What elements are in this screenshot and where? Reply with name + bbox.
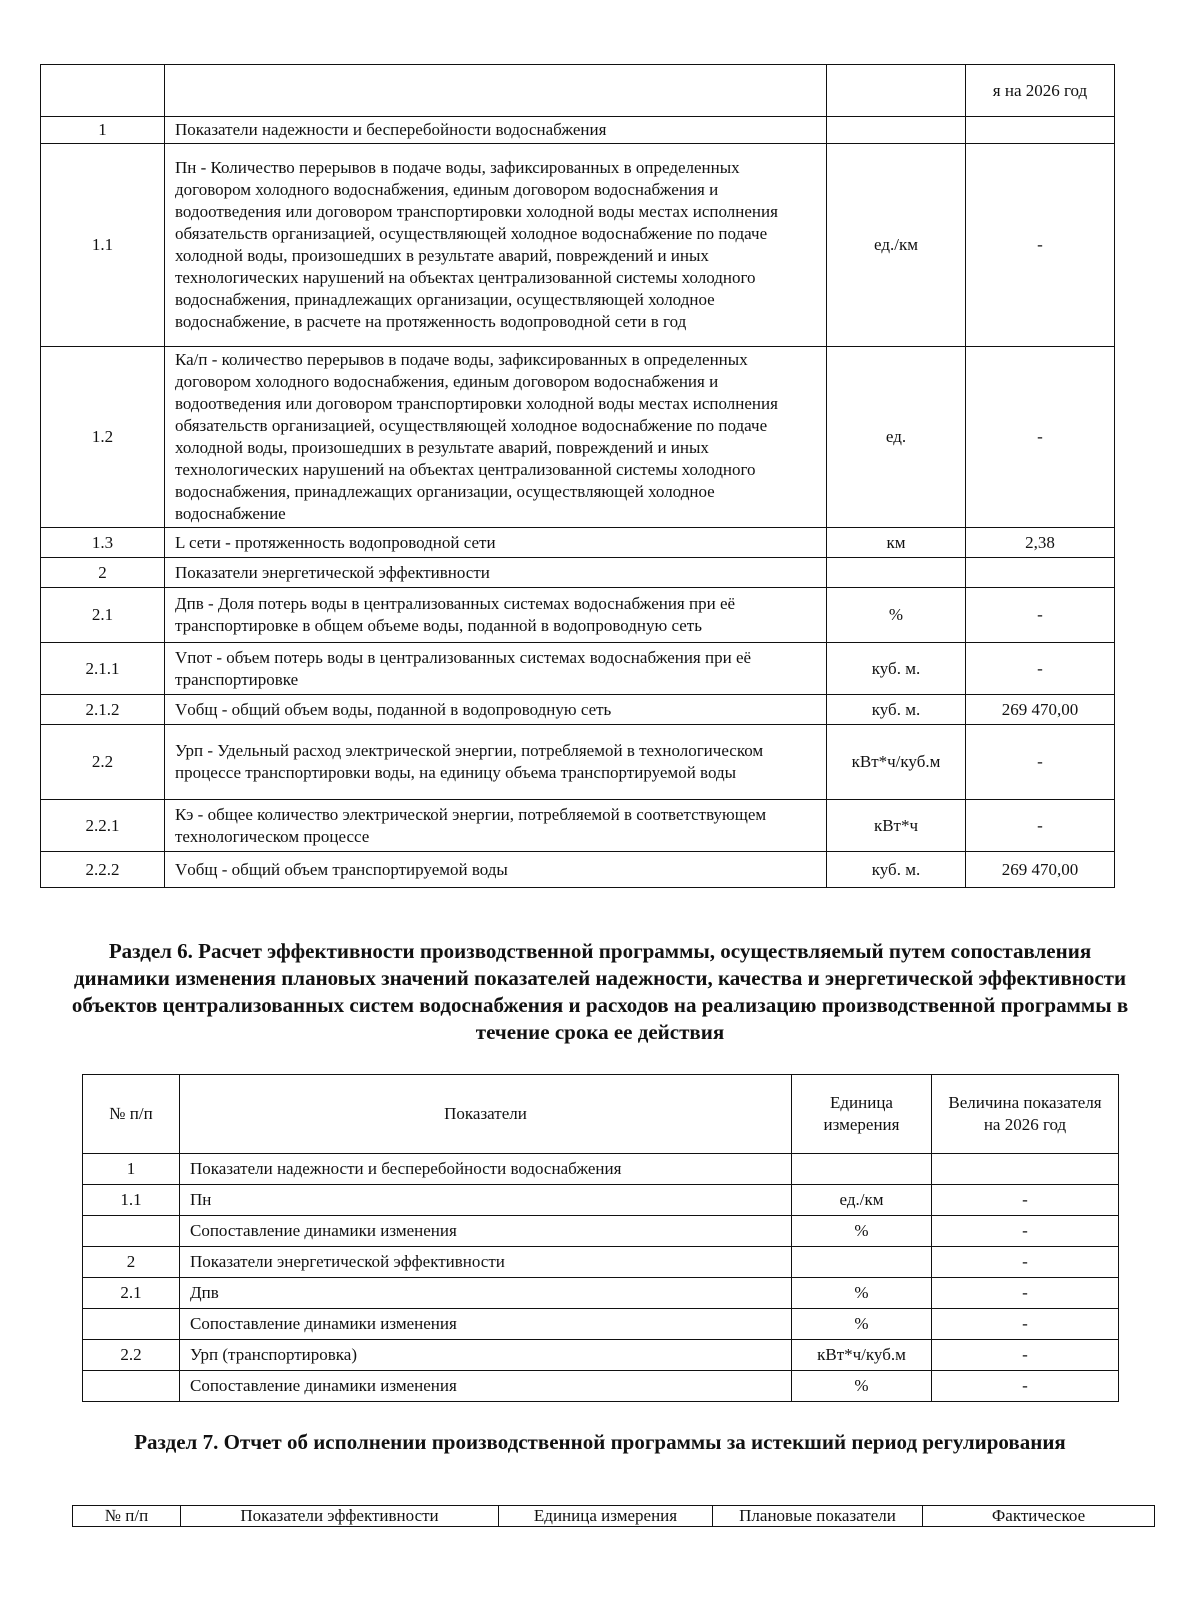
unit-cell: км bbox=[827, 528, 966, 558]
table-row bbox=[41, 347, 1115, 528]
unit-cell: ед./км bbox=[827, 144, 966, 347]
unit-cell bbox=[827, 117, 966, 144]
value-cell: - bbox=[932, 1340, 1119, 1371]
unit-cell: % bbox=[792, 1278, 932, 1309]
value-cell bbox=[966, 117, 1115, 144]
header-unit-cell bbox=[827, 65, 966, 117]
row-number-cell: 2.2 bbox=[83, 1340, 180, 1371]
table-row bbox=[41, 695, 1115, 725]
row-number-cell bbox=[83, 1371, 180, 1402]
value-cell: - bbox=[966, 643, 1115, 695]
indicator-cell: Ка/п - количество перерывов в подаче воды, зафиксированных в определенных договором холодного водоснабжения, единым договором водоснабжения и водоотведения или договором транспортировки холодной воды местах исполнения обязательств организацией, осуществляющей холодное водоснабжение по подаче холодной воды, произошедших в результате аварий, повреждений и иных технологических нарушений на объектах централизованной системы холодного водоснабжения, принадлежащих организации, осуществляющей холодное водоснабжение bbox=[165, 347, 827, 528]
unit-cell bbox=[827, 558, 966, 588]
unit-cell: ед. bbox=[827, 347, 966, 528]
unit-cell: кВт*ч/куб.м bbox=[827, 725, 966, 800]
table-row bbox=[83, 1216, 1119, 1247]
indicator-cell: Сопоставление динамики изменения bbox=[180, 1216, 792, 1247]
row-number-cell: 1 bbox=[41, 117, 165, 144]
unit-cell: % bbox=[792, 1371, 932, 1402]
table-row bbox=[41, 800, 1115, 852]
indicator-cell: Показатели энергетической эффективности bbox=[165, 558, 827, 588]
header-indicators-cell: Показатели эффективности bbox=[181, 1506, 499, 1527]
value-cell: - bbox=[932, 1309, 1119, 1340]
table-header-row bbox=[73, 1506, 1155, 1527]
indicator-cell: Дпв - Доля потерь воды в централизованных системах водоснабжения при её транспортировке в общем объеме воды, поданной в водопроводную сеть bbox=[165, 588, 827, 643]
indicator-cell: Пн bbox=[180, 1185, 792, 1216]
table-header-row bbox=[41, 65, 1115, 117]
indicator-cell: Урп (транспортировка) bbox=[180, 1340, 792, 1371]
row-number-cell: 2.2 bbox=[41, 725, 165, 800]
unit-cell: % bbox=[792, 1216, 932, 1247]
indicator-cell: Дпв bbox=[180, 1278, 792, 1309]
value-cell bbox=[932, 1154, 1119, 1185]
row-number-cell: 1.3 bbox=[41, 528, 165, 558]
row-number-cell: 2 bbox=[83, 1247, 180, 1278]
row-number-cell: 2.1 bbox=[41, 588, 165, 643]
value-cell: - bbox=[966, 588, 1115, 643]
table-row bbox=[83, 1185, 1119, 1216]
value-cell: - bbox=[932, 1216, 1119, 1247]
header-value-cell: я на 2026 год bbox=[966, 65, 1115, 117]
header-indicator-cell: Показатели bbox=[180, 1075, 792, 1154]
header-unit-cell: Единица измерения bbox=[499, 1506, 713, 1527]
value-cell bbox=[966, 558, 1115, 588]
indicator-cell: Vпот - объем потерь воды в централизованных системах водоснабжения при её транспортировке bbox=[165, 643, 827, 695]
value-cell: 269 470,00 bbox=[966, 695, 1115, 725]
header-num-cell bbox=[41, 65, 165, 117]
value-cell: 269 470,00 bbox=[966, 852, 1115, 888]
header-unit-cell: Единица измерения bbox=[792, 1075, 932, 1154]
table-row bbox=[83, 1278, 1119, 1309]
unit-cell: % bbox=[827, 588, 966, 643]
value-cell: - bbox=[932, 1278, 1119, 1309]
value-cell: - bbox=[932, 1185, 1119, 1216]
row-number-cell: 2.2.1 bbox=[41, 800, 165, 852]
value-cell: 2,38 bbox=[966, 528, 1115, 558]
value-cell: - bbox=[966, 347, 1115, 528]
row-number-cell bbox=[83, 1216, 180, 1247]
unit-cell: кВт*ч/куб.м bbox=[792, 1340, 932, 1371]
table-row bbox=[41, 643, 1115, 695]
indicators-table bbox=[40, 64, 1115, 888]
row-number-cell: 1.1 bbox=[83, 1185, 180, 1216]
header-num-cell: № п/п bbox=[73, 1506, 181, 1527]
table-row bbox=[41, 144, 1115, 347]
unit-cell: % bbox=[792, 1309, 932, 1340]
table-row bbox=[41, 852, 1115, 888]
row-number-cell: 2.2.2 bbox=[41, 852, 165, 888]
table-row bbox=[41, 725, 1115, 800]
value-cell: - bbox=[932, 1371, 1119, 1402]
efficiency-table bbox=[82, 1074, 1119, 1402]
row-number-cell: 2.1.2 bbox=[41, 695, 165, 725]
header-value-cell: Величина показателя на 2026 год bbox=[932, 1075, 1119, 1154]
unit-cell: куб. м. bbox=[827, 852, 966, 888]
table-header-row bbox=[83, 1075, 1119, 1154]
row-number-cell: 2 bbox=[41, 558, 165, 588]
unit-cell: куб. м. bbox=[827, 643, 966, 695]
indicator-cell: Сопоставление динамики изменения bbox=[180, 1309, 792, 1340]
indicator-cell: Урп - Удельный расход электрической энергии, потребляемой в технологическом процессе транспортировки воды, на единицу объема транспортируемой воды bbox=[165, 725, 827, 800]
row-number-cell: 2.1 bbox=[83, 1278, 180, 1309]
indicator-cell: Vобщ - общий объем транспортируемой воды bbox=[165, 852, 827, 888]
row-number-cell: 2.1.1 bbox=[41, 643, 165, 695]
indicator-cell: Показатели надежности и бесперебойности водоснабжения bbox=[180, 1154, 792, 1185]
value-cell: - bbox=[932, 1247, 1119, 1278]
unit-cell bbox=[792, 1247, 932, 1278]
indicator-cell: Пн - Количество перерывов в подаче воды, зафиксированных в определенных договором холодного водоснабжения, единым договором водоснабжения и водоотведения или договором транспортировки холодной воды местах исполнения обязательств организацией, осуществляющей холодное водоснабжение по подаче холодной воды, произошедших в результате аварий, повреждений и иных технологических нарушений на объектах централизованной системы холодного водоснабжения, принадлежащих организации, осуществляющей холодное водоснабжение, в расчете на протяженность водопроводной сети в год bbox=[165, 144, 827, 347]
table-row bbox=[41, 117, 1115, 144]
table-row bbox=[83, 1340, 1119, 1371]
row-number-cell: 1.1 bbox=[41, 144, 165, 347]
unit-cell bbox=[792, 1154, 932, 1185]
report-table bbox=[72, 1505, 1155, 1527]
header-planned-cell: Плановые показатели bbox=[713, 1506, 923, 1527]
indicator-cell: Vобщ - общий объем воды, поданной в водопроводную сеть bbox=[165, 695, 827, 725]
table-row bbox=[83, 1371, 1119, 1402]
value-cell: - bbox=[966, 725, 1115, 800]
value-cell: - bbox=[966, 800, 1115, 852]
indicator-cell: L сети - протяженность водопроводной сети bbox=[165, 528, 827, 558]
unit-cell: ед./км bbox=[792, 1185, 932, 1216]
table-row bbox=[83, 1247, 1119, 1278]
indicator-cell: Кэ - общее количество электрической энергии, потребляемой в соответствующем технологическом процессе bbox=[165, 800, 827, 852]
unit-cell: куб. м. bbox=[827, 695, 966, 725]
indicator-cell: Показатели надежности и бесперебойности водоснабжения bbox=[165, 117, 827, 144]
table-row bbox=[83, 1309, 1119, 1340]
unit-cell: кВт*ч bbox=[827, 800, 966, 852]
value-cell: - bbox=[966, 144, 1115, 347]
indicator-cell: Сопоставление динамики изменения bbox=[180, 1371, 792, 1402]
section-7-heading: Раздел 7. Отчет об исполнении производственной программы за истекший период регулирования bbox=[134, 1430, 1066, 1454]
row-number-cell bbox=[83, 1309, 180, 1340]
table-row bbox=[41, 588, 1115, 643]
table-row bbox=[41, 528, 1115, 558]
row-number-cell: 1.2 bbox=[41, 347, 165, 528]
table-row bbox=[83, 1154, 1119, 1185]
indicator-cell: Показатели энергетической эффективности bbox=[180, 1247, 792, 1278]
row-number-cell: 1 bbox=[83, 1154, 180, 1185]
section-6-heading: Раздел 6. Расчет эффективности производственной программы, осуществляемый путем сопоставления динамики изменения плановых значений показателей надежности, качества и энергетической эффективности объектов централизованных систем водоснабжения и расходов на реализацию производственной программы в течение срока ее действия bbox=[71, 939, 1129, 1044]
header-indicator-cell bbox=[165, 65, 827, 117]
header-num-cell: № п/п bbox=[83, 1075, 180, 1154]
header-actual-cell: Фактическое bbox=[923, 1506, 1155, 1527]
table-row bbox=[41, 558, 1115, 588]
